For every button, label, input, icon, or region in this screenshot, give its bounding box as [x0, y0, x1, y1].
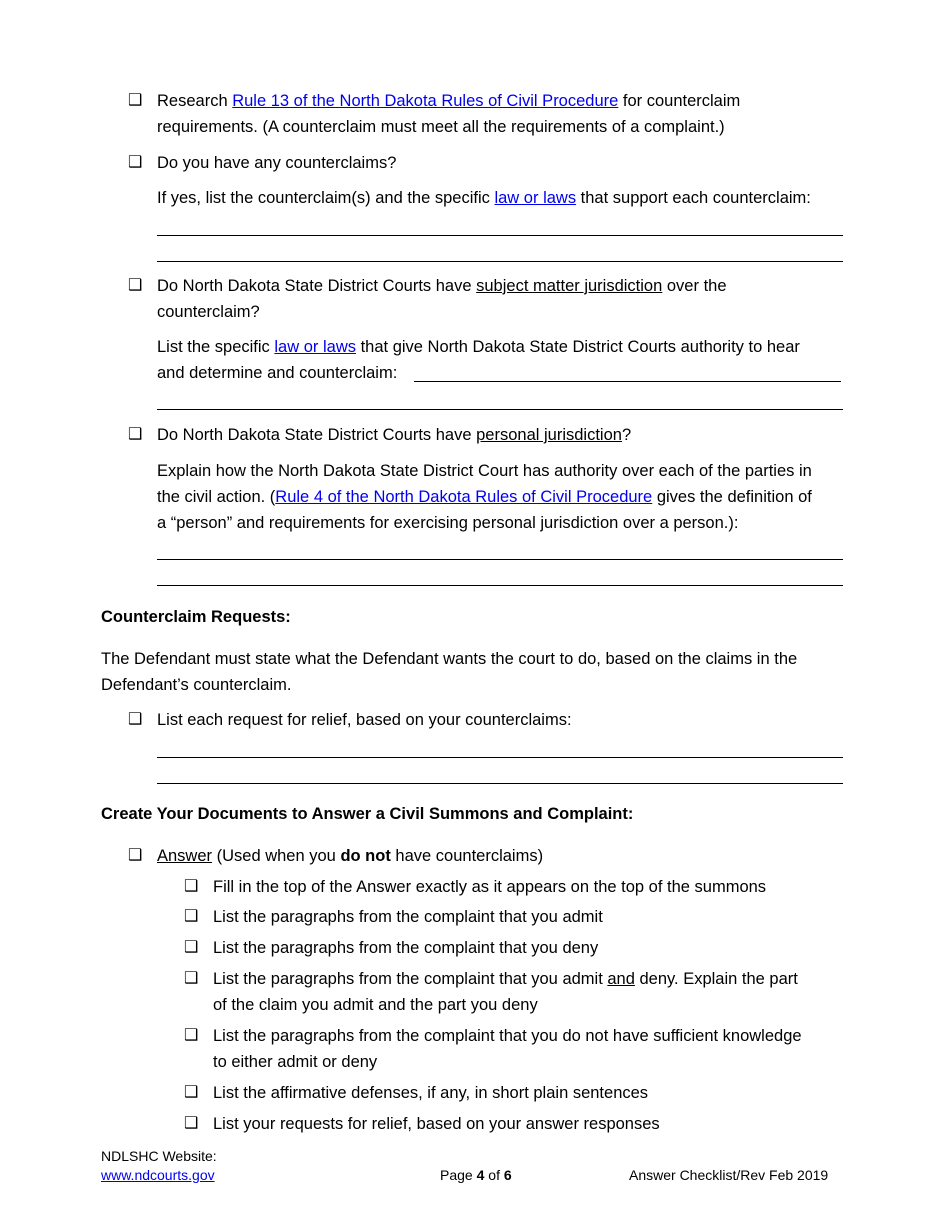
sub-item-deny: List the paragraphs from the complaint that you deny	[213, 939, 599, 957]
answer-line[interactable]	[157, 235, 843, 236]
checkbox-subject-matter[interactable]: ❑	[128, 277, 143, 294]
checkbox-sub-3[interactable]: ❑	[184, 939, 199, 956]
subject-matter-follow-up-2: and determine and counterclaim:	[157, 364, 398, 382]
sub-item-fill-top: Fill in the top of the Answer exactly as it appears on the top of the summons	[213, 878, 767, 896]
personal-jurisdiction-term: personal jurisdiction	[476, 426, 622, 444]
answer-line[interactable]	[157, 261, 843, 262]
footer-doc-revision: Answer Checklist/Rev Feb 2019	[629, 1167, 829, 1183]
research-line-1	[157, 90, 740, 112]
checkbox-research[interactable]: ❑	[128, 92, 143, 109]
counterclaim-requests-heading: Counterclaim Requests:	[101, 608, 291, 626]
personal-jurisdiction-question: Do North Dakota State District Courts have personal jurisdiction?	[157, 426, 632, 444]
law-or-laws-link-1[interactable]: law or laws	[494, 189, 577, 207]
answer-line[interactable]	[157, 757, 843, 758]
sub-item-affirmative-defenses: List the affirmative defenses, if any, in short plain sentences	[213, 1084, 649, 1102]
list-requests-item: List each request for relief, based on your counterclaims:	[157, 711, 572, 729]
create-documents-heading: Create Your Documents to Answer a Civil Summons and Complaint:	[101, 805, 634, 823]
answer-item: Answer (Used when you do not have counterclaims)	[157, 847, 544, 865]
sub-item-insufficient-knowledge: List the paragraphs from the complaint that you do not have sufficient knowledge	[213, 1027, 802, 1045]
checkbox-have-counterclaims[interactable]: ❑	[128, 154, 143, 171]
answer-term: Answer	[157, 847, 213, 865]
personal-explain-line-3: a “person” and requirements for exercising personal jurisdiction over a person.):	[157, 514, 739, 532]
sub-item-insufficient-knowledge-line-2: to either admit or deny	[213, 1053, 378, 1071]
answer-line[interactable]	[157, 783, 843, 784]
answer-line[interactable]	[414, 381, 841, 382]
answer-line[interactable]	[157, 409, 843, 410]
subject-matter-follow-up: List the specific law or laws that give North Dakota State District Courts authority to hear	[157, 338, 800, 356]
sub-item-admit: List the paragraphs from the complaint that you admit	[213, 908, 603, 926]
answer-line[interactable]	[157, 585, 843, 586]
footer-website-link[interactable]: www.ndcourts.gov	[101, 1167, 215, 1183]
footer-website-label: NDLSHC Website:	[101, 1148, 217, 1164]
research-text: Research	[157, 92, 233, 110]
checkbox-sub-7[interactable]: ❑	[184, 1115, 199, 1132]
checkbox-sub-1[interactable]: ❑	[184, 878, 199, 895]
footer-page-number: Page 4 of 6	[440, 1167, 512, 1183]
checkbox-answer[interactable]: ❑	[128, 847, 143, 864]
checkbox-list-requests[interactable]: ❑	[128, 711, 143, 728]
requests-paragraph-line-2: Defendant’s counterclaim.	[101, 676, 292, 694]
research-line-2: requirements. (A counterclaim must meet all the requirements of a complaint.)	[157, 118, 725, 136]
subject-matter-line-2: counterclaim?	[157, 303, 260, 321]
checkbox-personal-jurisdiction[interactable]: ❑	[128, 426, 143, 443]
checkbox-sub-4[interactable]: ❑	[184, 970, 199, 987]
sub-item-requests-for-relief: List your requests for relief, based on your answer responses	[213, 1115, 660, 1133]
sub-item-admit-and-deny: List the paragraphs from the complaint that you admit and deny. Explain the part	[213, 970, 798, 988]
rule-4-link[interactable]: Rule 4 of the North Dakota Rules of Civil Procedure	[275, 488, 653, 506]
rule-13-link[interactable]: Rule 13 of the North Dakota Rules of Civil Procedure	[232, 92, 619, 110]
subject-matter-term: subject matter jurisdiction	[476, 277, 663, 295]
law-or-laws-link-2[interactable]: law or laws	[274, 338, 356, 356]
personal-explain-line-2: the civil action. (Rule 4 of the North Dakota Rules of Civil Procedure gives the definition of	[157, 488, 812, 506]
requests-paragraph-line-1: The Defendant must state what the Defendant wants the court to do, based on the claims in the	[101, 650, 798, 668]
checkbox-sub-5[interactable]: ❑	[184, 1027, 199, 1044]
personal-explain-line-1: Explain how the North Dakota State District Court has authority over each of the parties in	[157, 462, 812, 480]
sub-item-admit-and-deny-line-2: of the claim you admit and the part you deny	[213, 996, 538, 1014]
checkbox-sub-6[interactable]: ❑	[184, 1084, 199, 1101]
checkbox-sub-2[interactable]: ❑	[184, 908, 199, 925]
counterclaims-follow-up: If yes, list the counterclaim(s) and the specific law or laws that support each counterclaim:	[157, 189, 811, 207]
subject-matter-question: Do North Dakota State District Courts have subject matter jurisdiction over the	[157, 277, 727, 295]
answer-line[interactable]	[157, 559, 843, 560]
have-counterclaims-question: Do you have any counterclaims?	[157, 154, 397, 172]
research-text-end: for counterclaim	[618, 92, 741, 110]
